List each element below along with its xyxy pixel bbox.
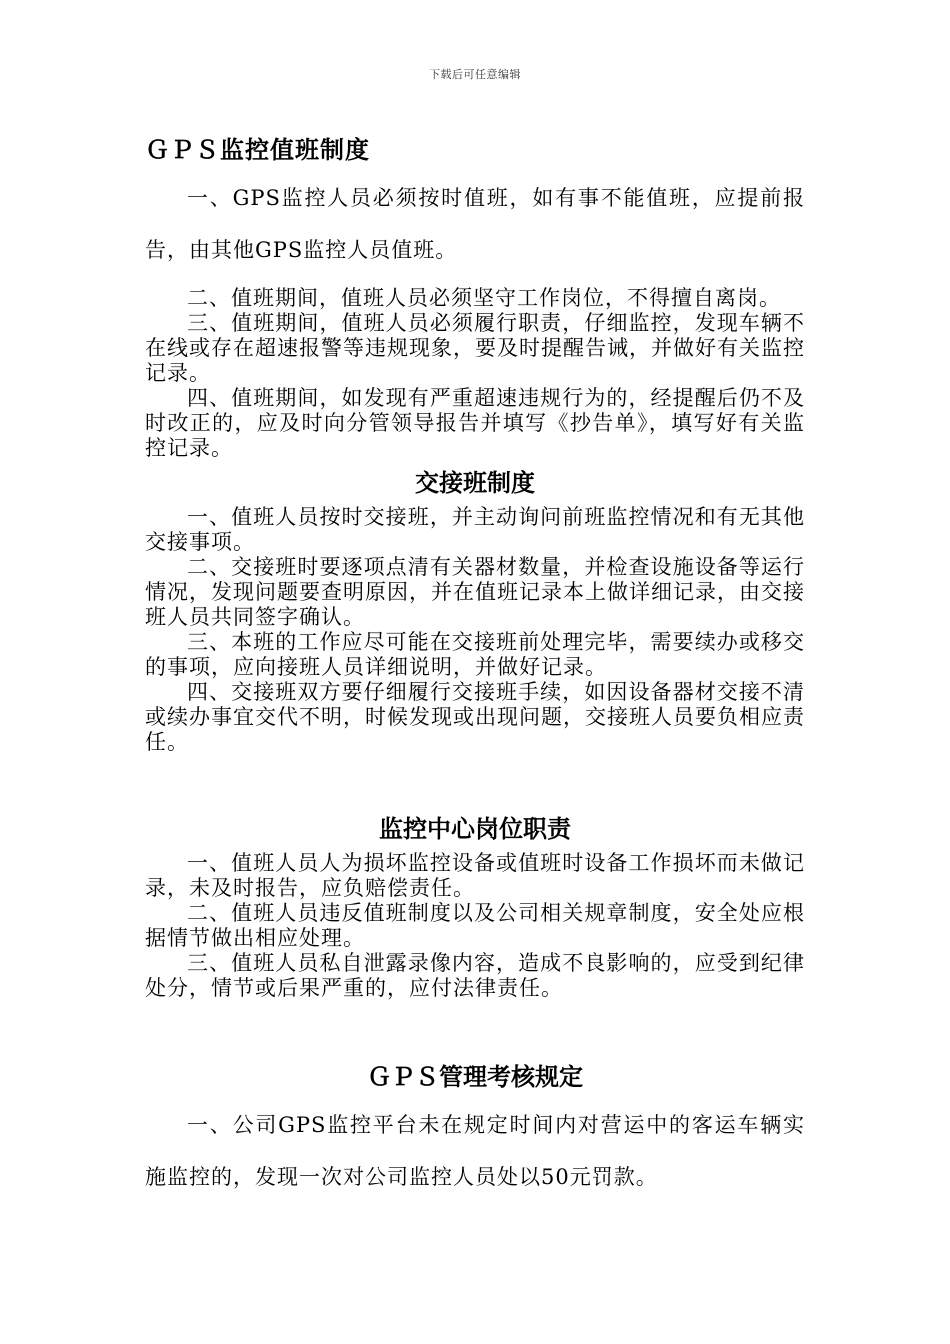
paragraph: 一、GPS监控人员必须按时值班，如有事不能值班，应提前报告，由其他GPS监控人员值班。 [145, 186, 805, 262]
paragraph: 二、值班期间，值班人员必须坚守工作岗位，不得擅自离岗。 [187, 286, 781, 310]
paragraph: 二、交接班时要逐项点清有关器材数量，并检查设施设备等运行情况，发现问题要查明原因，并在值班记录本上做详细记录，由交接班人员共同签字确认。 [145, 555, 805, 629]
paragraph: 三、本班的工作应尽可能在交接班前处理完毕，需要续办或移交的事项，应向接班人员详细说明，并做好记录。 [145, 630, 805, 679]
paragraph: 四、值班期间，如发现有严重超速违规行为的，经提醒后仍不及时改正的，应及时向分管领导报告并填写《抄告单》，填写好有关监控记录。 [145, 386, 805, 460]
paragraph: 一、值班人员按时交接班，并主动询问前班监控情况和有无其他交接事项。 [145, 505, 805, 554]
header-note: 下载后可任意编辑 [429, 68, 521, 81]
paragraph: 一、公司GPS监控平台未在规定时间内对营运中的客运车辆实施监控的，发现一次对公司监控人员处以50元罚款。 [145, 1113, 805, 1189]
paragraph: 四、交接班双方要仔细履行交接班手续，如因设备器材交接不清或续办事宜交代不明，时候发现或出现问题，交接班人员要负相应责任。 [145, 680, 805, 754]
section-title-monitoring-duties: 监控中心岗位职责 [379, 815, 571, 843]
section-title-shift-handover: 交接班制度 [415, 469, 535, 497]
section-title-gps-duty: ＧＰＳ监控值班制度 [145, 136, 370, 164]
paragraph: 二、值班人员违反值班制度以及公司相关规章制度，安全处应根据情节做出相应处理。 [145, 901, 805, 950]
paragraph: 一、值班人员人为损坏监控设备或值班时设备工作损坏而未做记录，未及时报告，应负赔偿责任。 [145, 851, 805, 900]
paragraph: 三、值班人员私自泄露录像内容，造成不良影响的，应受到纪律处分，情节或后果严重的，应付法律责任。 [145, 951, 805, 1000]
paragraph: 三、值班期间，值班人员必须履行职责，仔细监控，发现车辆不在线或存在超速报警等违规现象，要及时提醒告诫，并做好有关监控记录。 [145, 311, 805, 385]
document-body [145, 128, 805, 1203]
section-title-gps-assessment: ＧＰＳ管理考核规定 [367, 1063, 583, 1091]
